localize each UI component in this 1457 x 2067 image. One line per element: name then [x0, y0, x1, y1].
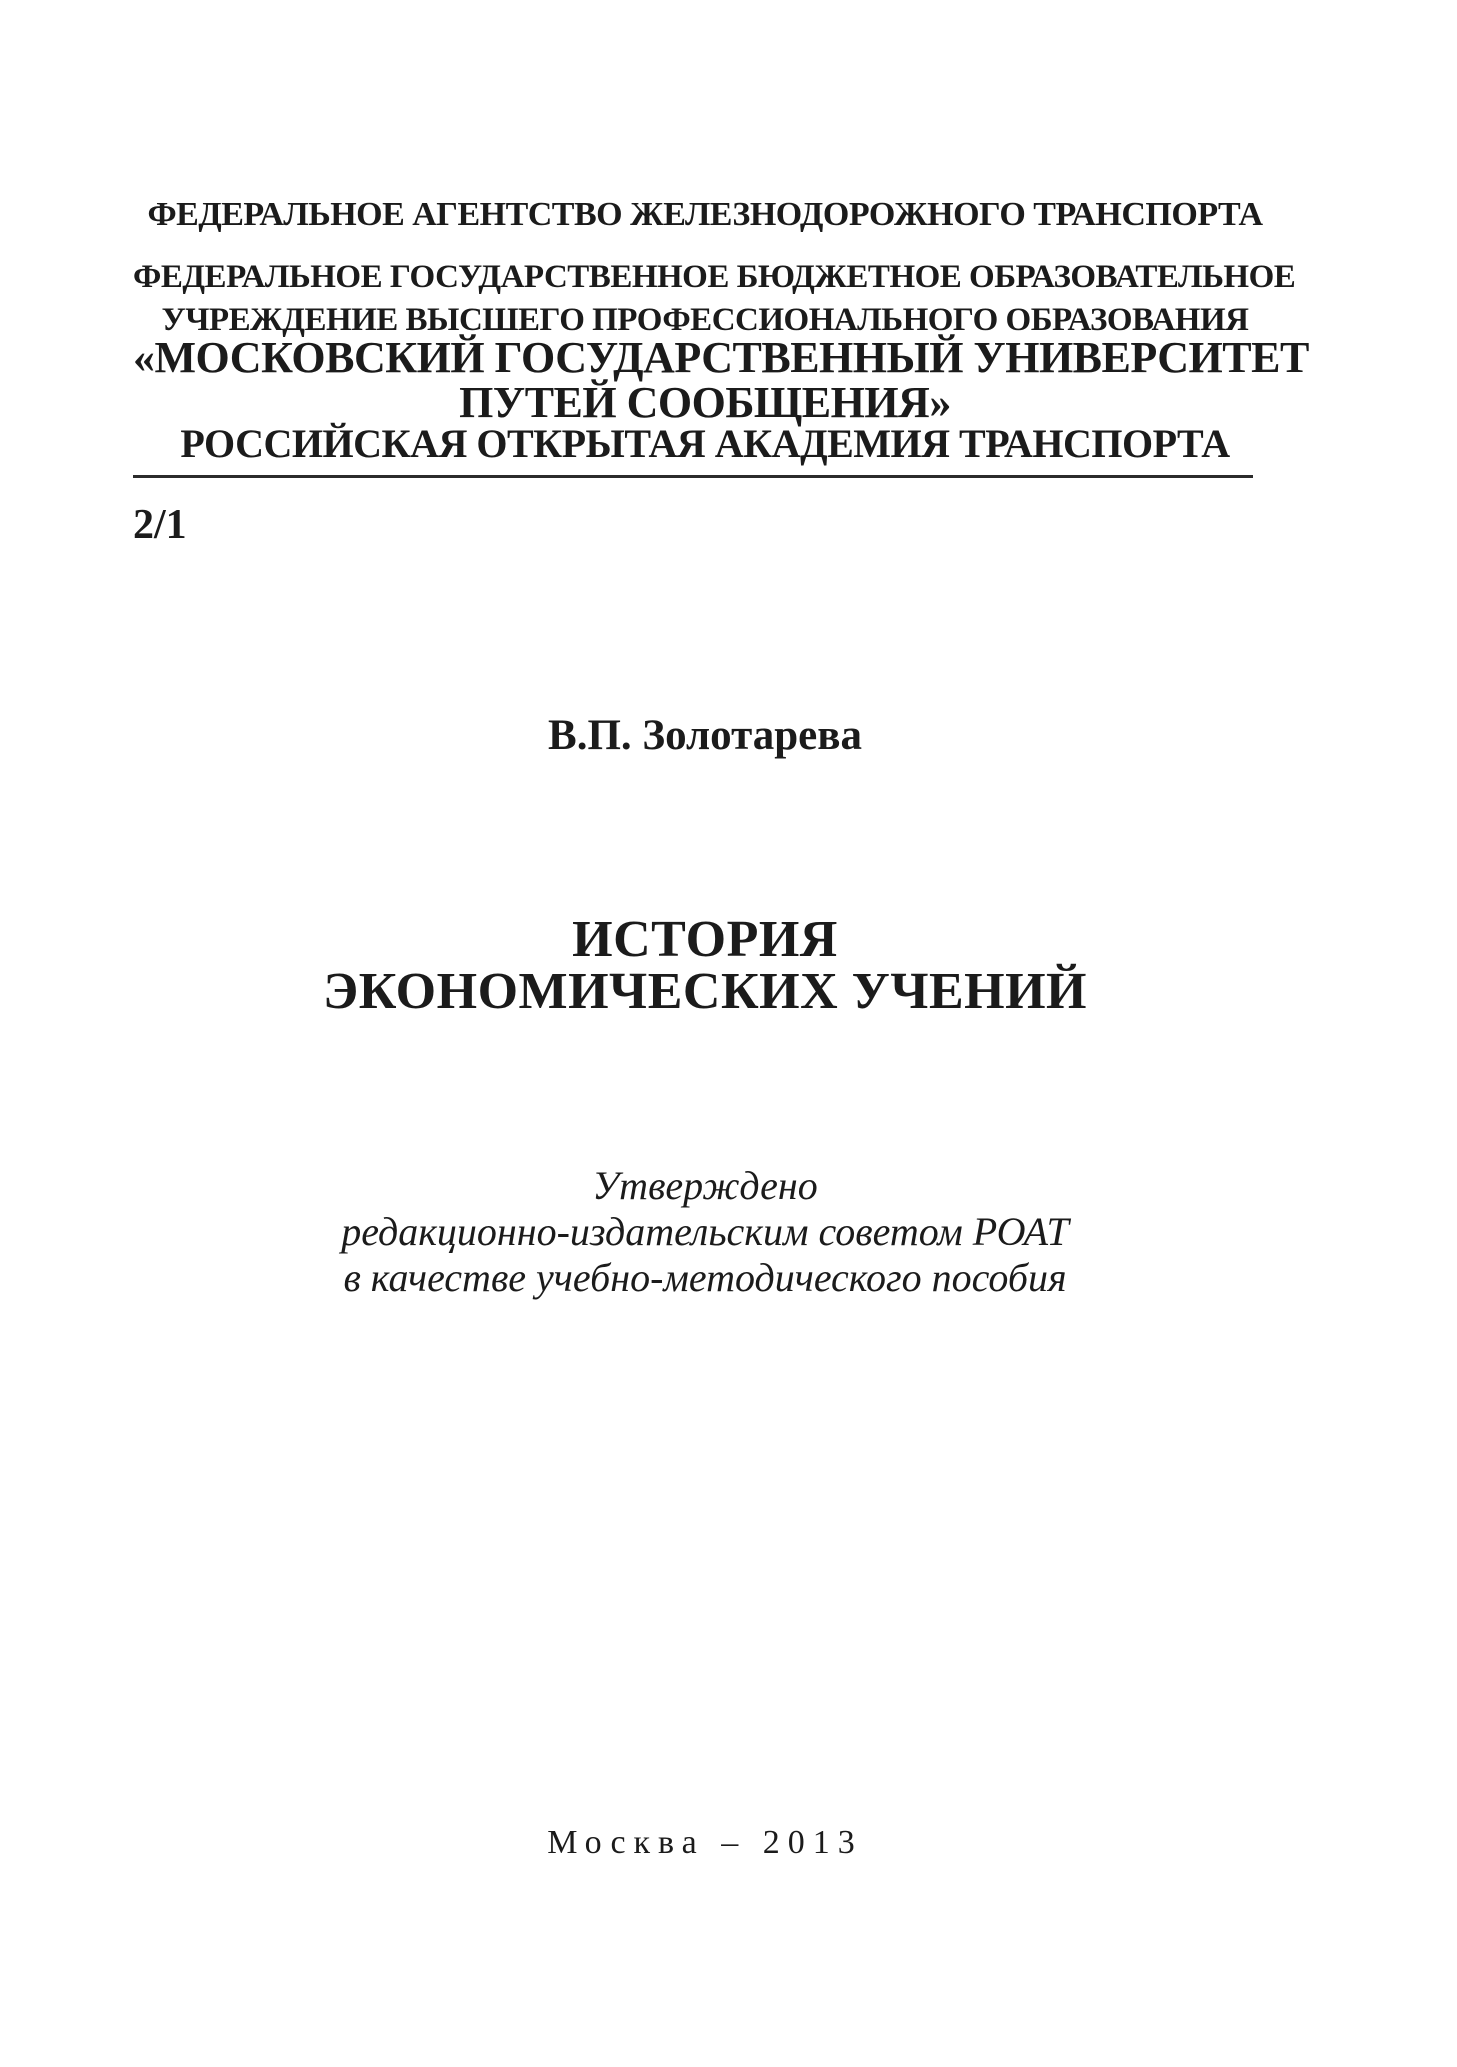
header-divider-rule [133, 475, 1253, 478]
book-title-line-2: ЭКОНОМИЧЕСКИХ УЧЕНИЙ [323, 963, 1087, 1020]
org-institution-line-2: УЧРЕЖДЕНИЕ ВЫСШЕГО ПРОФЕССИОНАЛЬНОГО ОБРАЗОВАНИЯ [161, 302, 1249, 338]
document-code: 2/1 [133, 502, 187, 548]
org-university-line-2: ПУТЕЙ СООБЩЕНИЯ» [459, 378, 951, 427]
org-university-line-1: «МОСКОВСКИЙ ГОСУДАРСТВЕННЫЙ УНИВЕРСИТЕТ [133, 333, 1309, 382]
author-name: В.П. Золотарева [548, 712, 862, 759]
org-academy-line: РОССИЙСКАЯ ОТКРЫТАЯ АКАДЕМИЯ ТРАНСПОРТА [180, 421, 1230, 466]
approval-note [133, 1163, 1277, 1301]
imprint-line: Москва – 2013 [547, 1824, 863, 1861]
approval-line-3: в качестве учебно-методического пособия [343, 1255, 1067, 1300]
org-institution-line-1: ФЕДЕРАЛЬНОЕ ГОСУДАРСТВЕННОЕ БЮДЖЕТНОЕ ОБРАЗОВАТЕЛЬНОЕ [133, 259, 1296, 295]
book-title-line-1: ИСТОРИЯ [572, 911, 838, 968]
org-agency-line: ФЕДЕРАЛЬНОЕ АГЕНТСТВО ЖЕЛЕЗНОДОРОЖНОГО ТРАНСПОРТА [147, 196, 1263, 233]
book-title [133, 911, 1277, 1020]
approval-line-2: редакционно-издательским советом РОАТ [341, 1209, 1069, 1254]
title-page-content [133, 0, 1309, 2067]
approval-line-1: Утверждено [592, 1163, 818, 1208]
